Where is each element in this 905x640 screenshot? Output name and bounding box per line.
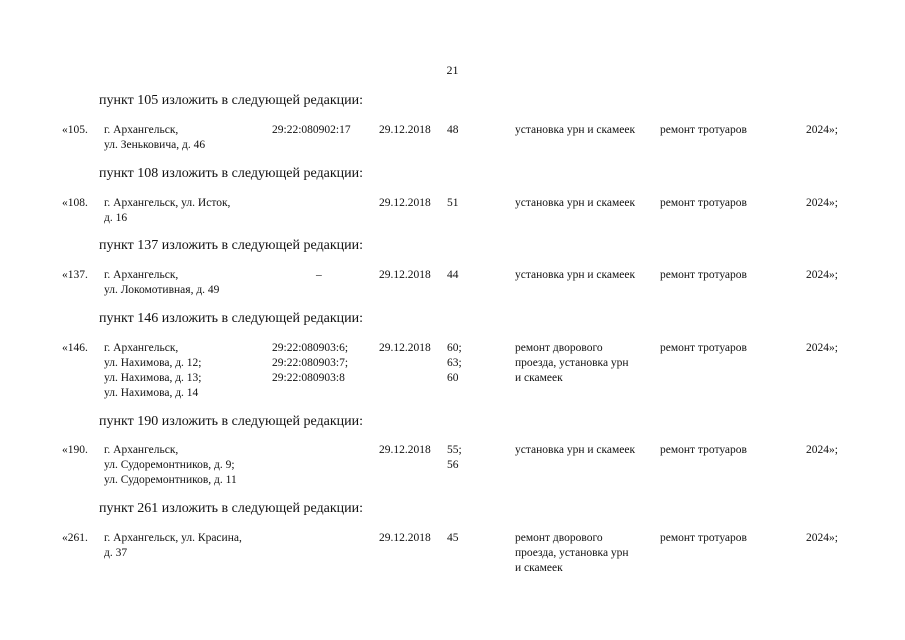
area-cell (447, 123, 459, 138)
section-heading: пункт 137 изложить в следующей редакции: (99, 238, 363, 253)
section-heading: пункт 108 изложить в следующей редакции: (99, 166, 363, 181)
cadastral-number: 29:22:080903:6; (272, 342, 349, 354)
section-heading: пункт 190 изложить в следующей редакции: (99, 414, 363, 429)
cadastral-dash: – (316, 269, 322, 281)
works-line: установка урн и скамеек (515, 444, 636, 456)
address-cell (104, 341, 202, 401)
section-heading: пункт 105 изложить в следующей редакции: (99, 93, 363, 108)
area-cell (447, 443, 462, 473)
address-line: д. 16 (104, 212, 128, 224)
cadastral-cell (272, 341, 348, 386)
area-value: 56 (447, 459, 459, 471)
works-cell (515, 443, 635, 458)
works2-cell: ремонт тротуаров (660, 197, 747, 209)
address-cell (104, 531, 242, 561)
works2-cell: ремонт тротуаров (660, 342, 747, 354)
item-number: «137. (62, 269, 88, 281)
year-cell: 2024»; (806, 444, 838, 456)
works-line: установка урн и скамеек (515, 197, 636, 209)
address-line: г. Архангельск, (104, 124, 179, 136)
works2-cell: ремонт тротуаров (660, 269, 747, 281)
item-number: «108. (62, 197, 88, 209)
address-line: г. Архангельск, (104, 269, 179, 281)
date-cell: 29.12.2018 (379, 444, 431, 456)
item-number: «261. (62, 532, 88, 544)
works-cell (515, 123, 635, 138)
area-value: 51 (447, 197, 459, 209)
area-cell (447, 531, 459, 546)
cadastral-number: 29:22:080903:8 (272, 372, 345, 384)
year-cell: 2024»; (806, 532, 838, 544)
date-cell: 29.12.2018 (379, 532, 431, 544)
works-line: и скамеек (515, 372, 563, 384)
area-cell (447, 341, 462, 386)
address-line: г. Архангельск, (104, 342, 179, 354)
area-value: 45 (447, 532, 459, 544)
date-cell: 29.12.2018 (379, 124, 431, 136)
area-value: 55; (447, 444, 462, 456)
area-value: 60 (447, 372, 459, 384)
works-line: проезда, установка урн (515, 547, 629, 559)
works-cell (515, 268, 635, 283)
address-line: ул. Нахимова, д. 14 (104, 387, 199, 399)
address-line: ул. Нахимова, д. 12; (104, 357, 202, 369)
address-cell (104, 123, 205, 153)
address-line: ул. Судоремонтников, д. 11 (104, 474, 237, 486)
works-cell (515, 341, 629, 386)
year-cell: 2024»; (806, 342, 838, 354)
cadastral-number: 29:22:080902:17 (272, 124, 351, 136)
address-cell (104, 196, 230, 226)
item-number: «146. (62, 342, 88, 354)
area-value: 63; (447, 357, 462, 369)
works2-cell: ремонт тротуаров (660, 444, 747, 456)
area-value: 48 (447, 124, 459, 136)
address-line: г. Архангельск, ул. Исток, (104, 197, 231, 209)
cadastral-number: 29:22:080903:7; (272, 357, 349, 369)
works2-cell: ремонт тротуаров (660, 532, 747, 544)
address-line: д. 37 (104, 547, 128, 559)
section-heading: пункт 261 изложить в следующей редакции: (99, 501, 363, 516)
date-cell: 29.12.2018 (379, 342, 431, 354)
date-cell: 29.12.2018 (379, 197, 431, 209)
page-number: 21 (446, 63, 459, 77)
item-number: «190. (62, 444, 88, 456)
date-cell: 29.12.2018 (379, 269, 431, 281)
address-cell (104, 268, 219, 298)
works-cell (515, 196, 635, 211)
works-line: ремонт дворового (515, 532, 603, 544)
address-line: г. Архангельск, ул. Красина, (104, 532, 242, 544)
year-cell: 2024»; (806, 269, 838, 281)
works2-cell: ремонт тротуаров (660, 124, 747, 136)
address-line: ул. Судоремонтников, д. 9; (104, 459, 235, 471)
address-cell (104, 443, 237, 488)
section-heading: пункт 146 изложить в следующей редакции: (99, 311, 363, 326)
works-line: ремонт дворового (515, 342, 603, 354)
cadastral-cell (272, 123, 351, 138)
address-line: ул. Локомотивная, д. 49 (104, 284, 220, 296)
address-line: г. Архангельск, (104, 444, 179, 456)
area-cell (447, 196, 459, 211)
address-line: ул. Нахимова, д. 13; (104, 372, 202, 384)
item-number: «105. (62, 124, 88, 136)
area-value: 60; (447, 342, 462, 354)
year-cell: 2024»; (806, 197, 838, 209)
area-value: 44 (447, 269, 459, 281)
works-cell (515, 531, 629, 576)
year-cell: 2024»; (806, 124, 838, 136)
area-cell (447, 268, 459, 283)
works-line: проезда, установка урн (515, 357, 629, 369)
works-line: и скамеек (515, 562, 563, 574)
works-line: установка урн и скамеек (515, 269, 636, 281)
address-line: ул. Зеньковича, д. 46 (104, 139, 206, 151)
works-line: установка урн и скамеек (515, 124, 636, 136)
